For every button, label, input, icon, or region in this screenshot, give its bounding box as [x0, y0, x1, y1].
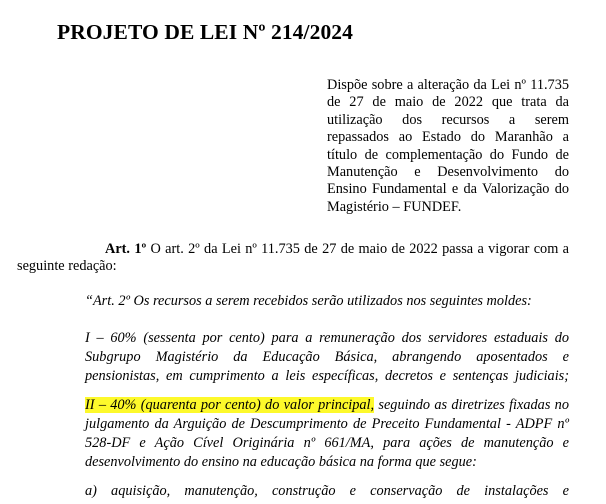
- article-1-line: seguinte redação:: [17, 257, 117, 274]
- item-a: [85, 482, 569, 501]
- item-II: [85, 396, 569, 472]
- article-1-line: [17, 241, 569, 258]
- item-I: [85, 329, 569, 386]
- quote-art-2-text: “Art. 2º Os recursos a serem recebidos serão utilizados nos seguintes moldes:: [85, 293, 532, 309]
- item-I-line: Subgrupo Magistério da Educação Básica, abrangendo aposentados e: [85, 349, 569, 365]
- item-II-line: julgamento da Arguição de Descumprimento de Preceito Fundamental - ADPF nº: [85, 416, 569, 432]
- ementa-line: Magistério – FUNDEF.: [327, 198, 462, 215]
- ementa-line: utilização dos recursos a serem: [327, 111, 569, 128]
- item-II-line1-rest: seguindo as diretrizes fixadas no: [374, 397, 569, 413]
- item-II-line: [85, 396, 569, 415]
- ementa-line: título de complementação do Fundo de: [327, 146, 569, 163]
- ementa-line: de 27 de maio de 2022 que trata da: [327, 94, 569, 111]
- item-II-line: desenvolvimento do ensino na educação básica na forma que segue:: [85, 454, 477, 470]
- article-1-text: O art. 2º da Lei nº 11.735 de 27 de maio de 2022 passa a vigorar com a: [146, 241, 569, 257]
- item-I-line: pensionistas, em cumprimento a leis específicas, decretos e sentenças judiciais;: [85, 368, 569, 384]
- item-II-highlight: II – 40% (quarenta por cento) do valor principal,: [85, 397, 375, 413]
- article-1: [17, 241, 569, 274]
- ementa-summary: [327, 77, 569, 216]
- quote-art-2: [85, 292, 569, 311]
- item-II-line: 528-DF e Ação Cível Originária nº 661/MA, para ações de manutenção e: [85, 435, 569, 451]
- item-a-line: a) aquisição, manutenção, construção e conservação de instalações e: [85, 483, 569, 499]
- bill-title: PROJETO DE LEI Nº 214/2024: [57, 20, 354, 44]
- ementa-line: Ensino Fundamental e da Valorização do: [327, 181, 569, 198]
- ementa-line: repassados ao Estado do Maranhão a: [327, 129, 569, 146]
- ementa-line: Manutenção e Desenvolvimento do: [327, 164, 569, 181]
- article-1-label: Art. 1º: [105, 241, 147, 257]
- item-I-line: I – 60% (sessenta por cento) para a remuneração dos servidores estaduais do: [85, 330, 569, 346]
- ementa-line: Dispõe sobre a alteração da Lei nº 11.735: [327, 77, 569, 93]
